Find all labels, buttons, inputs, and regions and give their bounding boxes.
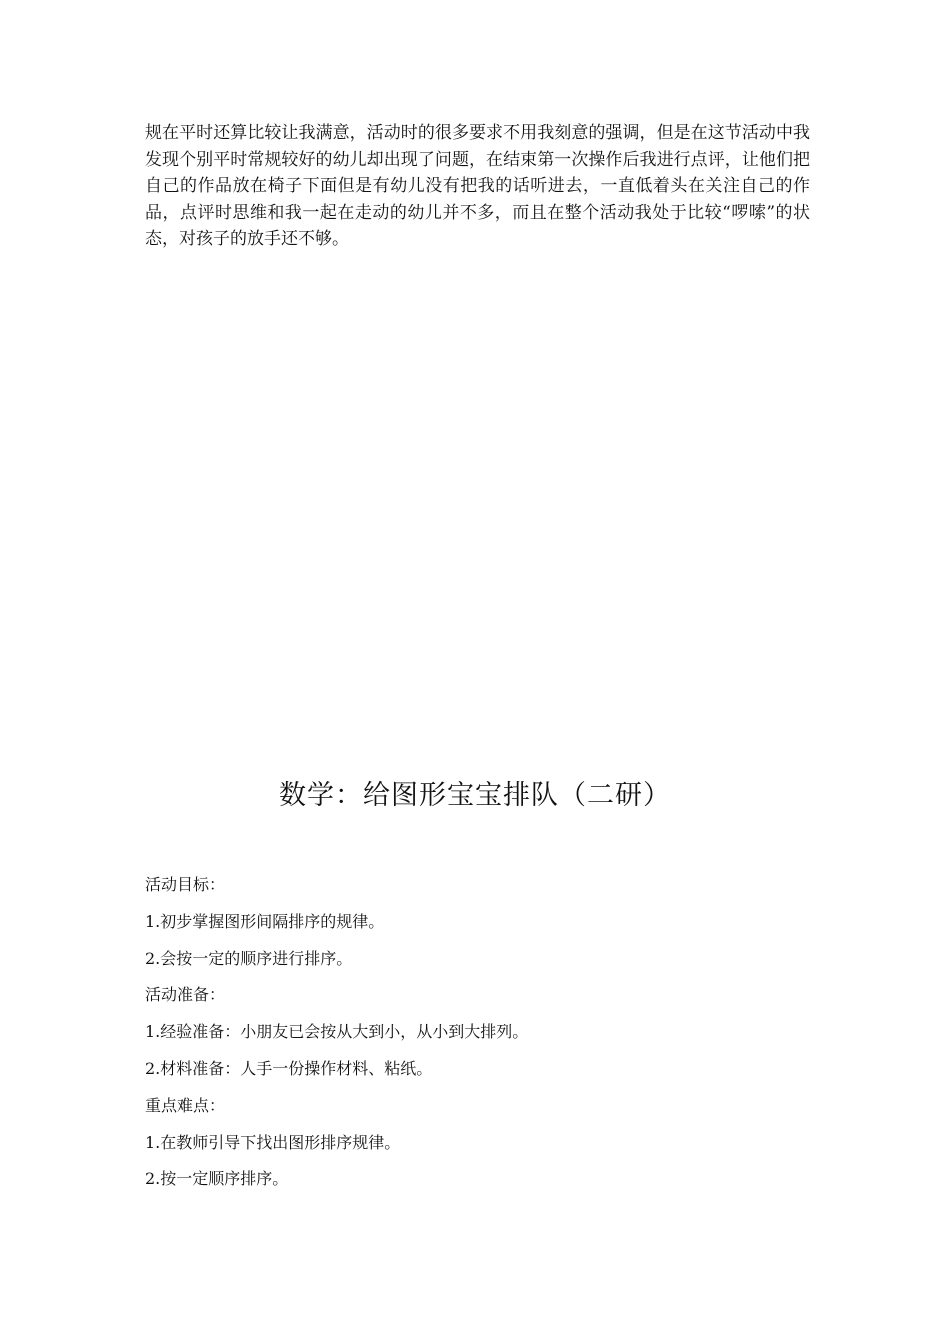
prep-item-1: 1.经验准备：小朋友已会按从大到小，从小到大排列。: [145, 1022, 529, 1042]
focus-item-1: 1.在教师引导下找出图形排序规律。: [145, 1132, 401, 1152]
activity-plan: [145, 870, 810, 1201]
goal-item-2: 2.会按一定的顺序进行排序。: [145, 948, 353, 968]
focus-item-2: 2.按一定顺序排序。: [145, 1169, 289, 1189]
goal-item-1: 1.初步掌握图形间隔排序的规律。: [145, 911, 385, 931]
prep-heading: 活动准备：: [145, 985, 226, 1005]
intro-paragraph-block: [145, 120, 810, 253]
goals-heading: 活动目标：: [145, 875, 226, 894]
focus-heading: 重点难点：: [145, 1095, 226, 1115]
prep-item-2: 2.材料准备：人手一份操作材料、粘纸。: [145, 1058, 433, 1078]
page-title: 数学：给图形宝宝排队（二研）: [279, 780, 671, 811]
intro-paragraph: 规在平时还算比较让我满意，活动时的很多要求不用我刻意的强调，但是在这节活动中我发现个别平时常规较好的幼儿却出现了问题，在结束第一次操作后我进行点评，让他们把自己的作品放在椅子下面但是有幼儿没有把我的话听进去，一直低着头在关注自己的作品，点评时思维和我一起在走动的幼儿并不多，而且在整个活动我处于比较“啰嗦”的状态，对孩子的放手还不够。: [145, 123, 810, 249]
